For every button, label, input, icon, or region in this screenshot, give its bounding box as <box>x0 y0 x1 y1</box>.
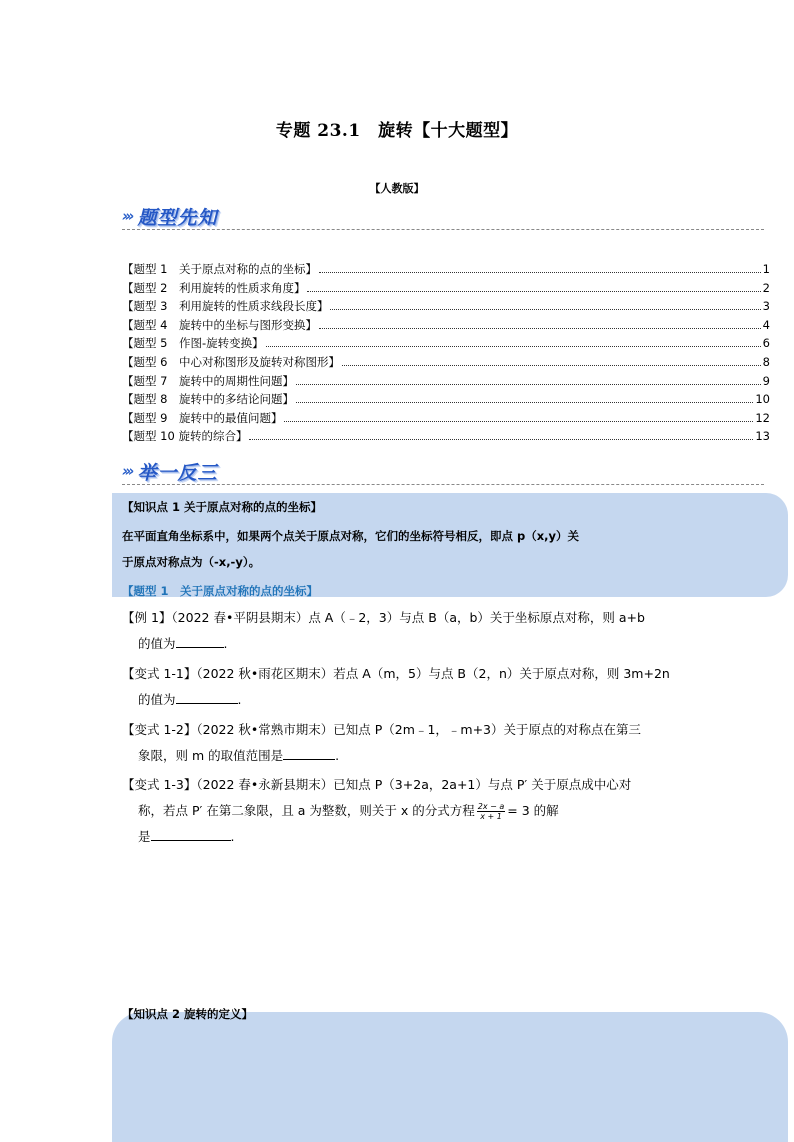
toc-page-number: 9 <box>762 373 770 388</box>
page-title: 专题 23.1 旋转【十大题型】 <box>275 121 519 141</box>
toc-page-number: 1 <box>762 262 770 276</box>
toc-page-number: 12 <box>755 410 770 425</box>
toc-entry[interactable] <box>122 317 770 336</box>
toc-entry[interactable] <box>122 298 770 317</box>
toc-leader-dots <box>319 318 761 329</box>
toc-leader-dots <box>319 262 761 273</box>
toc-entry[interactable] <box>122 428 770 447</box>
variant-1-3-line2a: 称，若点 P′ 在第二象限，且 a 为整数，则关于 x 的分式方程 <box>138 803 475 818</box>
answer-blank[interactable] <box>151 826 231 841</box>
answer-blank[interactable] <box>283 745 335 760</box>
examples-banner-text: 举一反三 <box>137 461 218 484</box>
toc-leader-dots <box>249 429 753 440</box>
toc-page-number: 3 <box>762 299 770 314</box>
knowledge-point-1-line1: 在平面直角坐标系中，如果两个点关于原点对称，它们的坐标符号相反，即点 p（x,y）关 <box>122 529 580 543</box>
answer-blank[interactable] <box>176 633 224 648</box>
divider <box>122 229 764 230</box>
variant-1-3-line1: 【变式 1-3】（2022 春•永新县期末）已知点 P（3+2a，2a+1）与点 P′ 关于原点成中心对 <box>122 777 632 792</box>
toc-entry-label: 【题型 6 中心对称图形及旋转对称图形】 <box>122 354 340 369</box>
toc-leader-dots <box>266 336 761 347</box>
toc-entry-label: 【题型 7 旋转中的周期性问题】 <box>122 373 294 388</box>
edition-label: 【人教版】 <box>369 182 425 195</box>
toc-leader-dots <box>284 411 753 422</box>
toc-banner <box>122 203 218 229</box>
toc-leader-dots <box>330 299 760 310</box>
knowledge-point-2-title: 【知识点 2 旋转的定义】 <box>122 1007 254 1021</box>
examples-banner <box>122 458 218 484</box>
toc-page-number: 8 <box>762 354 770 369</box>
toc-entry[interactable] <box>122 261 770 280</box>
banner-arrows-icon: ››› <box>122 207 132 225</box>
toc-leader-dots <box>307 281 760 292</box>
toc-entry-label: 【题型 3 利用旋转的性质求线段长度】 <box>122 299 329 314</box>
variant-1-2-line1: 【变式 1-2】（2022 秋•常熟市期末）已知点 P（2m﹣1，﹣m+3）关于原点的对称点在第三 <box>122 722 641 737</box>
toc-entry[interactable] <box>122 280 770 299</box>
toc-entry-label: 【题型 4 旋转中的坐标与图形变换】 <box>122 317 317 332</box>
toc-page-number: 6 <box>762 336 770 351</box>
toc-leader-dots <box>296 392 753 403</box>
knowledge-point-1-title: 【知识点 1 关于原点对称的点的坐标】 <box>122 500 323 514</box>
variant-1-1-line1: 【变式 1-1】（2022 秋•雨花区期末）若点 A（m，5）与点 B（2，n）关于原点对称，则 3m+2n <box>122 666 670 681</box>
variant-1-2: 【变式 1-2】（2022 秋•常熟市期末）已知点 P（2m﹣1，﹣m+3）关于原点的对称点在第三 象限，则 m 的取值范围是 . <box>122 717 674 769</box>
toc-banner-text: 题型先知 <box>137 206 218 229</box>
variant-1-1-line2: 的值为 <box>138 692 176 707</box>
divider <box>122 484 764 485</box>
example-1-line1: 【例 1】（2022 春•平阴县期末）点 A（﹣2，3）与点 B（a，b）关于坐标原点对称，则 a+b <box>122 610 645 625</box>
example-1: 【例 1】（2022 春•平阴县期末）点 A（﹣2，3）与点 B（a，b）关于坐标原点对称，则 a+b 的值为 . <box>122 605 674 657</box>
answer-blank[interactable] <box>176 689 238 704</box>
toc-page-number: 4 <box>762 317 770 332</box>
variant-1-2-line2: 象限，则 m 的取值范围是 <box>138 748 284 763</box>
knowledge-point-1-line2: 于原点对称点为（-x,-y）。 <box>122 555 261 569</box>
toc-entry-label: 【题型 5 作图-旋转变换】 <box>122 336 264 351</box>
variant-1-3-line2b: = 3 的解 <box>507 803 559 818</box>
fraction: $\frac{2x - a}{x + 1}$ <box>477 802 505 821</box>
toc-entry[interactable] <box>122 391 770 410</box>
variant-1-3: 【变式 1-3】（2022 春•永新县期末）已知点 P（3+2a，2a+1）与点 P′ 关于原点成中心对 称，若点 P′ 在第二象限，且 a 为整数，则关于 x 的分式方程 $\frac{2x - a}{x + 1}$ = 3 的解 是 . <box>122 772 674 850</box>
type-1-tag: 【题型 1 关于原点对称的点的坐标】 <box>122 584 319 598</box>
toc-entry-label: 【题型 9 旋转中的最值问题】 <box>122 410 283 425</box>
variant-1-3-line3: 是 <box>138 829 151 844</box>
toc-page-number: 2 <box>762 280 770 295</box>
toc-entry[interactable] <box>122 373 770 392</box>
toc-entry-label: 【题型 8 旋转中的多结论问题】 <box>122 392 294 407</box>
toc-entry-label: 【题型 2 利用旋转的性质求角度】 <box>122 280 306 295</box>
toc-entry-label: 【题型 1 关于原点对称的点的坐标】 <box>122 262 317 276</box>
toc-entry[interactable] <box>122 354 770 373</box>
toc-entry[interactable] <box>122 335 770 354</box>
toc-leader-dots <box>342 355 761 366</box>
table-of-contents <box>122 261 770 447</box>
banner-arrows-icon: ››› <box>122 462 132 480</box>
example-1-line2: 的值为 <box>138 636 176 651</box>
variant-1-1: 【变式 1-1】（2022 秋•雨花区期末）若点 A（m，5）与点 B（2，n）关于原点对称，则 3m+2n 的值为 . <box>122 661 674 713</box>
toc-leader-dots <box>296 374 761 385</box>
toc-entry-label: 【题型 10 旋转的综合】 <box>122 429 248 444</box>
toc-entry[interactable] <box>122 410 770 429</box>
toc-page-number: 10 <box>755 392 770 407</box>
toc-page-number: 13 <box>755 429 770 444</box>
